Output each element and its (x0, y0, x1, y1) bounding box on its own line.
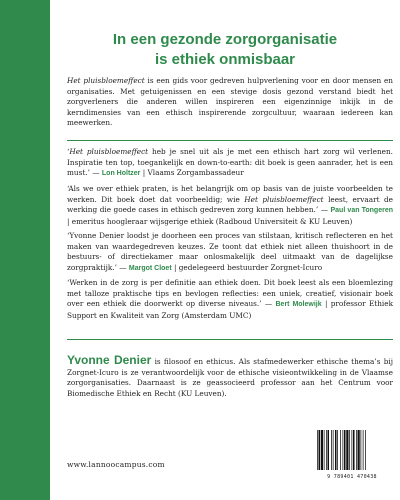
quote-2: ‘Als we over ethiek praten, is het belangrijk om op basis van de juiste voorbeelden te werken. Dit boek doet dat voorbeeldig; wie Het pluisbloemeffect leest, ervaart de werking die goede cases in ethisch gedreven zorg kunnen hebben.’ — Paul van Tongeren | emeritus hoogleraar wijsgerige ethiek (Radboud Universiteit & KU Leuven) (67, 184, 393, 226)
barcode-bar (358, 430, 360, 470)
barcode-bar (328, 430, 330, 470)
barcode-bar (361, 430, 362, 470)
barcode-bar (335, 430, 337, 470)
quote-1: ‘Het pluisbloemeffect heb je snel uit als je met een ethisch hart zorg wil verlenen. Inspiratie ten top, toegankelijk en down-to-earth: dit boek is geen aanrader, het is een must.’ — Lon Holtzer | Vlaams Zorgambassadeur (67, 147, 393, 178)
barcode (313, 428, 391, 480)
publisher-url[interactable]: www.lannoocampus.com (67, 460, 165, 469)
barcode-bar (363, 430, 364, 470)
quote-text: leest, ervaart de werking die goede cases in ethisch gedreven zorg kunnen hebben.’ (67, 194, 393, 215)
divider (67, 339, 393, 340)
barcode-bars (313, 428, 391, 472)
quote-book-title: Het pluisbloemeffect (244, 194, 324, 204)
quote-text: ‘Yvonne Denier loodst je doorheen een proces van stilstaan, kritisch reflecteren en het maken van waardegedreven keuzes. Ze toont dat ethiek niet alleen thuishoort in de bestuurs- of directiekamer maar onlosmakelijk deel uitmaakt van de dagelijkse zorgpraktijk.’ (67, 231, 393, 272)
barcode-bar (349, 430, 350, 470)
barcode-bar (317, 430, 318, 470)
quote-role: | gedelegeerd bestuurder Zorgnet-Icuro (171, 262, 323, 272)
barcode-bar (340, 430, 341, 470)
quote-text: ‘Werken in de zorg is per definitie aan ethiek doen. Dit boek leest als een bloemlezing met talloze praktische tips en bevlogen reflecties: een uniek, creatief, visionair boek over een ethiek die doorwerkt op diverse niveaus.’ (67, 278, 393, 309)
quote-text: ‘Als we over ethiek praten, is het belangrijk om op basis van de juiste voorbeelden te werken. Dit boek doet dat voorbeeldig; wie (67, 184, 393, 204)
headline (50, 30, 400, 70)
barcode-bar (333, 430, 334, 470)
headline-line-1: In een gezonde zorgorganisatie (112, 31, 338, 48)
barcode-bar (321, 430, 323, 470)
quote-role: | Vlaams Zorgambassadeur (140, 168, 244, 178)
barcode-bar (337, 430, 338, 470)
barcode-bar (331, 430, 332, 470)
quote-role: | emeritus hoogleraar wijsgerige ethiek (Radboud Universiteit & KU Leuven) (67, 216, 353, 226)
barcode-bar (353, 430, 355, 470)
quote-4: ‘Werken in de zorg is per definitie aan ethiek doen. Dit boek leest als een bloemlezing met talloze praktische tips en bevlogen reflecties: een uniek, creatief, visionair boek over een ethiek die doorwerkt op diverse niveaus.’ — Bert Molewijk | professor Ethiek Support en Kwaliteit van Zorg (Amsterdam UMC) (67, 278, 394, 320)
author-name: Yvonne Denier (67, 353, 152, 367)
barcode-bar (346, 430, 348, 470)
barcode-bar (352, 430, 353, 470)
quote-text: ‘ (67, 147, 70, 156)
barcode-bar (344, 430, 346, 470)
barcode-digits: 9 789401 470438 (327, 474, 377, 480)
barcode-bar (365, 430, 366, 470)
intro-text: is een gids voor gedreven hulpverlening voor en door mensen en organisaties. Met getuigenissen en een stevige dosis gezond verstand biedt het zorgverleners die anderen willen inspireren een eigenzinnige inkijk in de kerndimensies van een ethisch inspirerende zorgcultuur, waaraan iedereen kan meewerken. (67, 76, 393, 128)
barcode-bar (356, 430, 357, 470)
barcode-bar (319, 430, 321, 470)
quote-author: Bert Molewijk (275, 301, 322, 309)
content-panel (50, 0, 400, 500)
quote-author: Paul van Tongeren (330, 207, 393, 215)
quote-role: | professor Ethiek Support en Kwaliteit van Zorg (Amsterdam UMC) (67, 299, 394, 320)
barcode-bar (324, 430, 325, 470)
headline-line-2: is ethiek onmisbaar (154, 51, 296, 68)
barcode-bar (326, 430, 327, 470)
divider (67, 140, 393, 141)
quote-author: Lon Holtzer (101, 170, 141, 178)
book-title: Het pluisbloemeffect (67, 76, 145, 85)
author-bio-text: is filosoof en ethicus. Als stafmedewerker ethische thema’s bij Zorgnet-Icuro is ze verantwoordelijk voor de ethische visieontwikkeling in de Vlaamse zorgorganisaties. Daarnaast is ze geassocieerd professor aan het Centrum voor Biomedische Ethiek en Recht (KU Leuven). (67, 357, 393, 398)
quote-author: Margot Cloet (128, 264, 172, 272)
quote-book-title: Het pluisbloemeffect (69, 147, 149, 156)
barcode-bar (343, 430, 344, 470)
quote-3: ‘Yvonne Denier loodst je doorheen een proces van stilstaan, kritisch reflecteren en het maken van waardegedreven keuzes. Ze toont dat ethiek niet alleen thuishoort in de bestuurs- of directiekamer maar onlosmakelijk deel uitmaakt van de dagelijkse zorgpraktijk.’ — Margot Cloet | gedelegeerd bestuurder Zorgnet-Icuro (67, 231, 393, 272)
author-bio (67, 355, 393, 399)
intro-paragraph (67, 76, 393, 129)
quote-text: heb je snel uit als je met een ethisch hart zorg wil verlenen. Inspiratie ten top, toegankelijk en down-to-earth: dit boek is geen aanrader, het is een must.’ (67, 147, 393, 178)
